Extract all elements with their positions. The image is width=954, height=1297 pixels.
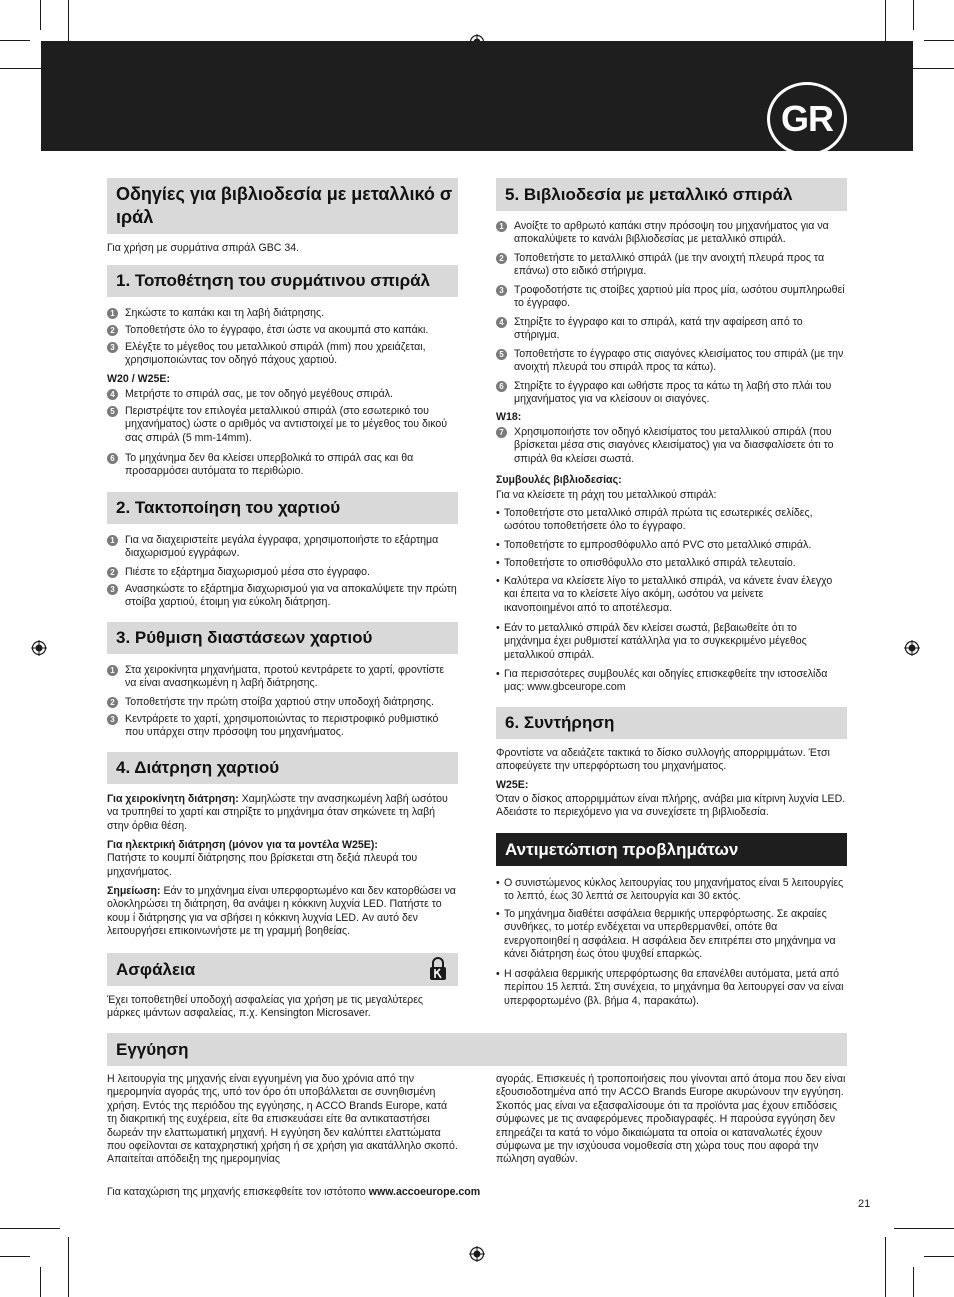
crop-mark bbox=[40, 0, 41, 30]
language-badge: GR bbox=[767, 82, 847, 156]
tip-item: • Τοποθετήστε το οπισθόφυλλο στο μεταλλικό σπιράλ τελευταίο. bbox=[496, 557, 836, 570]
step-item: 2 Τοποθετήστε το μεταλλικό σπιράλ (με την ανοιχτή πλευρά προς τα επάνω) στο ειδικό στήριγμα. bbox=[496, 252, 847, 279]
troubleshooting-header bbox=[496, 833, 847, 866]
section-1-header bbox=[107, 265, 458, 297]
crop-mark bbox=[913, 0, 914, 30]
crop-mark bbox=[894, 1228, 954, 1229]
step-number-icon: 3 bbox=[107, 342, 118, 353]
step-item: 3 Τροφοδοτήστε τις στοίβες χαρτιού μία προς μία, ωσότου συμπληρωθεί το έγγραφο. bbox=[496, 284, 847, 311]
section-5-header bbox=[496, 178, 847, 211]
maintenance-text-2: Όταν ο δίσκος απορριμμάτων είναι πλήρης, ανάβει μια κίτρινη λυχνία LED. Αδειάστε το περιεχόμενο για να συνεχίσετε τη βιβλιοδεσία. bbox=[496, 793, 846, 819]
main-title-header bbox=[107, 178, 458, 234]
section-6-header bbox=[496, 707, 847, 739]
step-number-icon: 3 bbox=[107, 584, 118, 595]
note-paragraph: Σημείωση: Εάν το μηχάνημα είναι υπερφορτωμένο και δεν κατορθώσει να ολοκληρώσει τη διάτρηση, θα ανάψει η κόκκινη λυχνία LED. Πατήστε το κουμ ί διάτρησης για να σβήσει η κόκκινη λυχνία LED. Αν αυτό δεν λειτουργήσει επικοινωνήστε με τη γραμμή βοηθείας. bbox=[107, 885, 456, 938]
crop-mark bbox=[0, 40, 30, 41]
crop-mark bbox=[913, 1267, 914, 1297]
step-item: 2 Πιέστε το εξάρτημα διαχωρισμού μέσα στο έγγραφο. bbox=[107, 566, 458, 579]
crop-mark bbox=[924, 1256, 954, 1257]
tip-item: • Για περισσότερες συμβουλές και οδηγίες επισκεφθείτε την ιστοσελίδα μας: www.gbceurope.com bbox=[496, 668, 836, 695]
step-item: 1 Σηκώστε το καπάκι και τη λαβή διάτρησης. bbox=[107, 307, 458, 320]
step-number-icon: 7 bbox=[496, 427, 507, 438]
step-number-icon: 4 bbox=[496, 317, 507, 328]
section-4-header bbox=[107, 752, 458, 784]
step-item: 3 Ελέγξτε το μέγεθος του μεταλλικού σπιράλ (mm) που χρειάζεται, χρησιμοποιώντας τον οδηγό πάχους χαρτιού. bbox=[107, 341, 458, 368]
tips-intro: Για να κλείσετε τη ράχη του μεταλλικού σπιράλ: bbox=[496, 489, 717, 501]
model-label: W25E: bbox=[496, 779, 529, 791]
step-number-icon: 6 bbox=[496, 381, 507, 392]
section-3-title: 3. Ρύθμιση διαστάσεων χαρτιού bbox=[116, 628, 373, 647]
step-item: 4 Μετρήστε το σπιράλ σας, με τον οδηγό μεγέθους σπιράλ. bbox=[107, 388, 458, 401]
maintenance-text: Φροντίστε να αδειάζετε τακτικά το δίσκο συλλογής απορριμμάτων. Έτσι αποφεύγετε την υπερφόρτωση του μηχανήματος. bbox=[496, 747, 830, 773]
trouble-item: • Η ασφάλεια θερμικής υπερφόρτωσης θα επανέλθει αυτόματα, μετά από περίπου 15 λεπτά. Στη συνέχεια, το μηχάνημα θα λειτουργεί σαν να είναι υπερφορτωμένο (βλ. βήμα 4, παρακάτω). bbox=[496, 968, 844, 1008]
step-number-icon: 1 bbox=[496, 221, 507, 232]
step-number-icon: 1 bbox=[107, 308, 118, 319]
step-number-icon: 5 bbox=[496, 349, 507, 360]
section-2-title: 2. Τακτοποίηση του χαρτιού bbox=[116, 498, 341, 517]
section-2-header bbox=[107, 492, 458, 524]
section-3-header bbox=[107, 622, 458, 654]
step-item: 2 Τοποθετήστε όλο το έγγραφο, έτσι ώστε να ακουμπά στο καπάκι. bbox=[107, 324, 458, 337]
crop-mark bbox=[885, 1237, 886, 1297]
crop-mark bbox=[0, 1228, 60, 1229]
crop-mark bbox=[40, 1267, 41, 1297]
intro-text: Για χρήση με συρμάτινα σπιράλ GBC 34. bbox=[107, 242, 300, 254]
troubleshooting-title: Αντιμετώπιση προβλημάτων bbox=[505, 840, 739, 859]
warranty-text-col1: Η λειτουργία της μηχανής είναι εγγυημένη για δυο χρόνια από την ημερομηνία αγοράς της, υπό τον όρο ότι υποβάλλεται σε συνηθισμένη χρήση. Εντός της περιόδου της εγγύησης, η ACCO Brands Europe, κατά τη διακριτική της ευχέρεια, είτε θα επισκευάσει είτε θα αντικαταστήσει δωρεάν την ελαττωματική μηχανή. Η εγγύηση δεν καλύπτει ελαττώματα που οφείλονται σε καταχρηστική χρήση ή σε χρήση για ακατάλληλο σκοπό. Απαιτείται απόδειξη της ημερομηνίας bbox=[107, 1073, 458, 1166]
tip-item: • Εάν το μεταλλικό σπιράλ δεν κλείσει σωστά, βεβαιωθείτε ότι το μηχάνημα έχει ρυθμιστεί κατάλληλα για το συγκεκριμένο μέγεθος μεταλλικού σπιράλ. bbox=[496, 622, 836, 662]
registration-line: Για καταχώριση της μηχανής επισκεφθείτε τον ιστότοπο www.accoeurope.com bbox=[107, 1186, 481, 1198]
step-item: 3 Κεντράρετε το χαρτί, χρησιμοποιώντας το περιστροφικό ρυθμιστικό που υπάρχει στην πρόσοψη του μηχανήματος. bbox=[107, 713, 458, 740]
registration-mark-icon bbox=[469, 1246, 485, 1262]
crop-mark bbox=[924, 40, 954, 41]
kensington-lock-icon bbox=[429, 957, 447, 981]
model-label: W20 / W25E: bbox=[107, 373, 170, 385]
page-number: 21 bbox=[858, 1198, 871, 1210]
tips-label: Συμβουλές βιβλιοδεσίας: bbox=[496, 474, 622, 486]
step-number-icon: 3 bbox=[107, 714, 118, 725]
tip-item: • Τοποθετήστε στο μεταλλικό σπιράλ πρώτα τις εσωτερικές σελίδες, ωσότου τοποθετήσετε όλο το έγγραφο. bbox=[496, 507, 836, 534]
safety-header bbox=[107, 953, 458, 986]
manual-punch-paragraph: Για χειροκίνητη διάτρηση: Χαμηλώστε την ανασηκωμένη λαβή ωσότου να τρυπηθεί το χαρτί και στηρίξτε το μηχάνημα όταν σηκώνετε τη λαβή στην όρθια θέση. bbox=[107, 793, 448, 832]
step-item: 4 Στηρίξτε το έγγραφο και το σπιράλ, κατά την αφαίρεση από το στήριγμα. bbox=[496, 316, 847, 343]
warranty-header bbox=[107, 1033, 847, 1066]
step-number-icon: 2 bbox=[107, 697, 118, 708]
section-5-title: 5. Βιβλιοδεσία με μεταλλικό σπιράλ bbox=[505, 185, 793, 204]
step-item: 1 Στα χειροκίνητα μηχανήματα, προτού κεντράρετε το χαρτί, φροντίστε να είναι ανασηκωμένη η λαβή διάτρησης. bbox=[107, 664, 458, 691]
step-number-icon: 5 bbox=[107, 406, 118, 417]
step-item: 7 Χρησιμοποιήστε τον οδηγό κλεισίματος του μεταλλικού σπιράλ (που βρίσκεται μέσα στις σιαγόνες κλεισίματος) για να διασφαλίσετε ότι το σπιράλ θα κλείσει σωστά. bbox=[496, 426, 847, 466]
step-item: 3 Ανασηκώστε το εξάρτημα διαχωρισμού για να αποκαλύψετε την πρώτη στοίβα χαρτιού, έτοιμη για εύκολη διάτρηση. bbox=[107, 583, 458, 610]
step-item: 1 Για να διαχειριστείτε μεγάλα έγγραφα, χρησιμοποιήστε το εξάρτημα διαχωρισμού εγγράφων. bbox=[107, 534, 458, 561]
safety-text: Έχει τοποθετηθεί υποδοχή ασφαλείας για χρήση με τις μεγαλύτερες μάρκες ιμάντων ασφαλείας, π.χ. Kensington Microsaver. bbox=[107, 994, 424, 1020]
warranty-title: Εγγύηση bbox=[116, 1040, 189, 1059]
section-6-title: 6. Συντήρηση bbox=[505, 713, 615, 732]
warranty-text-col2: αγοράς. Επισκευές ή τροποποιήσεις που γίνονται από άτομα που δεν είναι εξουσιοδοτημένα από την ACCO Brands Europe ακυρώνουν την εγγύηση. Σκοπός μας είναι να εξασφαλίσουμε ότι τα προϊόντα μας έχουν επιδόσεις σύμφωνες με τις αναφερόμενες προδιαγραφές. Η παρούσα εγγύηση δεν επηρεάζει τα κατά το νόμο δικαιώματα τα οποία οι καταναλωτές έχουν σύμφωνα με την ισχύουσα νομοθεσία στη χώρα τους που αφορά την πώληση αγαθών. bbox=[496, 1073, 846, 1166]
registration-link[interactable]: www.accoeurope.com bbox=[368, 1186, 481, 1198]
tip-item: • Καλύτερα να κλείσετε λίγο το μεταλλικό σπιράλ, να κάνετε έναν έλεγχο και έπειτα να το κλείσετε λίγο ακόμη, ωσότου να μείνετε ικανοποιημένοι από το αποτέλεσμα. bbox=[496, 575, 836, 615]
step-number-icon: 2 bbox=[496, 253, 507, 264]
step-number-icon: 6 bbox=[107, 453, 118, 464]
electric-punch-paragraph: Για ηλεκτρική διάτρηση (μόνον για τα μοντέλα W25E): Πατήστε το κουμπί διάτρησης που βρίσκεται στη δεξιά πλευρά του μηχανήματος. bbox=[107, 839, 418, 878]
crop-mark bbox=[0, 1256, 30, 1257]
step-number-icon: 3 bbox=[496, 285, 507, 296]
step-item: 5 Περιστρέψτε τον επιλογέα μεταλλικού σπιράλ (στο εσωτερικό του μηχανήματος) ώστε ο αριθμός να αντιστοιχεί με το μέγεθος του δικού σας σπιράλ (5 mm-14mm). bbox=[107, 405, 458, 445]
step-item: 2 Τοποθετήστε την πρώτη στοίβα χαρτιού στην υποδοχή διάτρησης. bbox=[107, 696, 458, 709]
section-4-title: 4. Διάτρηση χαρτιού bbox=[116, 758, 280, 777]
step-number-icon: 4 bbox=[107, 389, 118, 400]
step-item: 1 Ανοίξτε το αρθρωτό καπάκι στην πρόσοψη του μηχανήματος για να αποκαλύψετε το κανάλι βιβλιοδεσίας με μεταλλικό σπιράλ. bbox=[496, 220, 847, 247]
step-item: 6 Στηρίξτε το έγγραφο και ωθήστε προς τα κάτω τη λαβή στο πλάι του μηχανήματος για να κλείσουν οι σιαγόνες. bbox=[496, 380, 847, 407]
registration-mark-icon bbox=[904, 640, 920, 656]
safety-title: Ασφάλεια bbox=[116, 960, 196, 979]
main-title: Οδηγίες για βιβλιοδεσία με μεταλλικό σ ιράλ bbox=[116, 184, 453, 227]
section-1-title: 1. Τοποθέτηση του συρμάτινου σπιράλ bbox=[116, 271, 430, 290]
step-number-icon: 2 bbox=[107, 567, 118, 578]
tip-item: • Τοποθετήστε το εμπροσθόφυλλο από PVC στο μεταλλικό σπιράλ. bbox=[496, 539, 836, 552]
registration-mark-icon bbox=[31, 640, 47, 656]
step-number-icon: 1 bbox=[107, 535, 118, 546]
trouble-item: • Ο συνιστώμενος κύκλος λειτουργίας του μηχανήματος είναι 5 λειτουργίες το λεπτό, έως 30 λεπτά σε λειτουργία και 30 εκτός. bbox=[496, 877, 844, 904]
step-number-icon: 1 bbox=[107, 665, 118, 676]
step-item: 5 Τοποθετήστε το έγγραφο στις σιαγόνες κλεισίματος του σπιράλ (με την ανοιχτή πλευρά του σπιράλ προς τα κάτω). bbox=[496, 348, 847, 375]
trouble-item: • Το μηχάνημα διαθέτει ασφάλεια θερμικής υπερφόρτωσης. Σε ακραίες συνθήκες, το μοτέρ ενδέχεται να υπερθερμανθεί, οπότε θα ενεργοποιηθεί η ασφάλεια. Η ασφάλεια δεν επιτρέπει στο μηχάνημα να κάνει διάτρηση έως ότου ψυχθεί επαρκώς. bbox=[496, 908, 844, 962]
crop-mark bbox=[68, 1237, 69, 1297]
model-label: W18: bbox=[496, 411, 522, 423]
step-item: 6 Το μηχάνημα δεν θα κλείσει υπερβολικά το σπιράλ σας και θα προσαρμόσει αυτόματα το περιθώριο. bbox=[107, 452, 458, 479]
step-number-icon: 2 bbox=[107, 325, 118, 336]
